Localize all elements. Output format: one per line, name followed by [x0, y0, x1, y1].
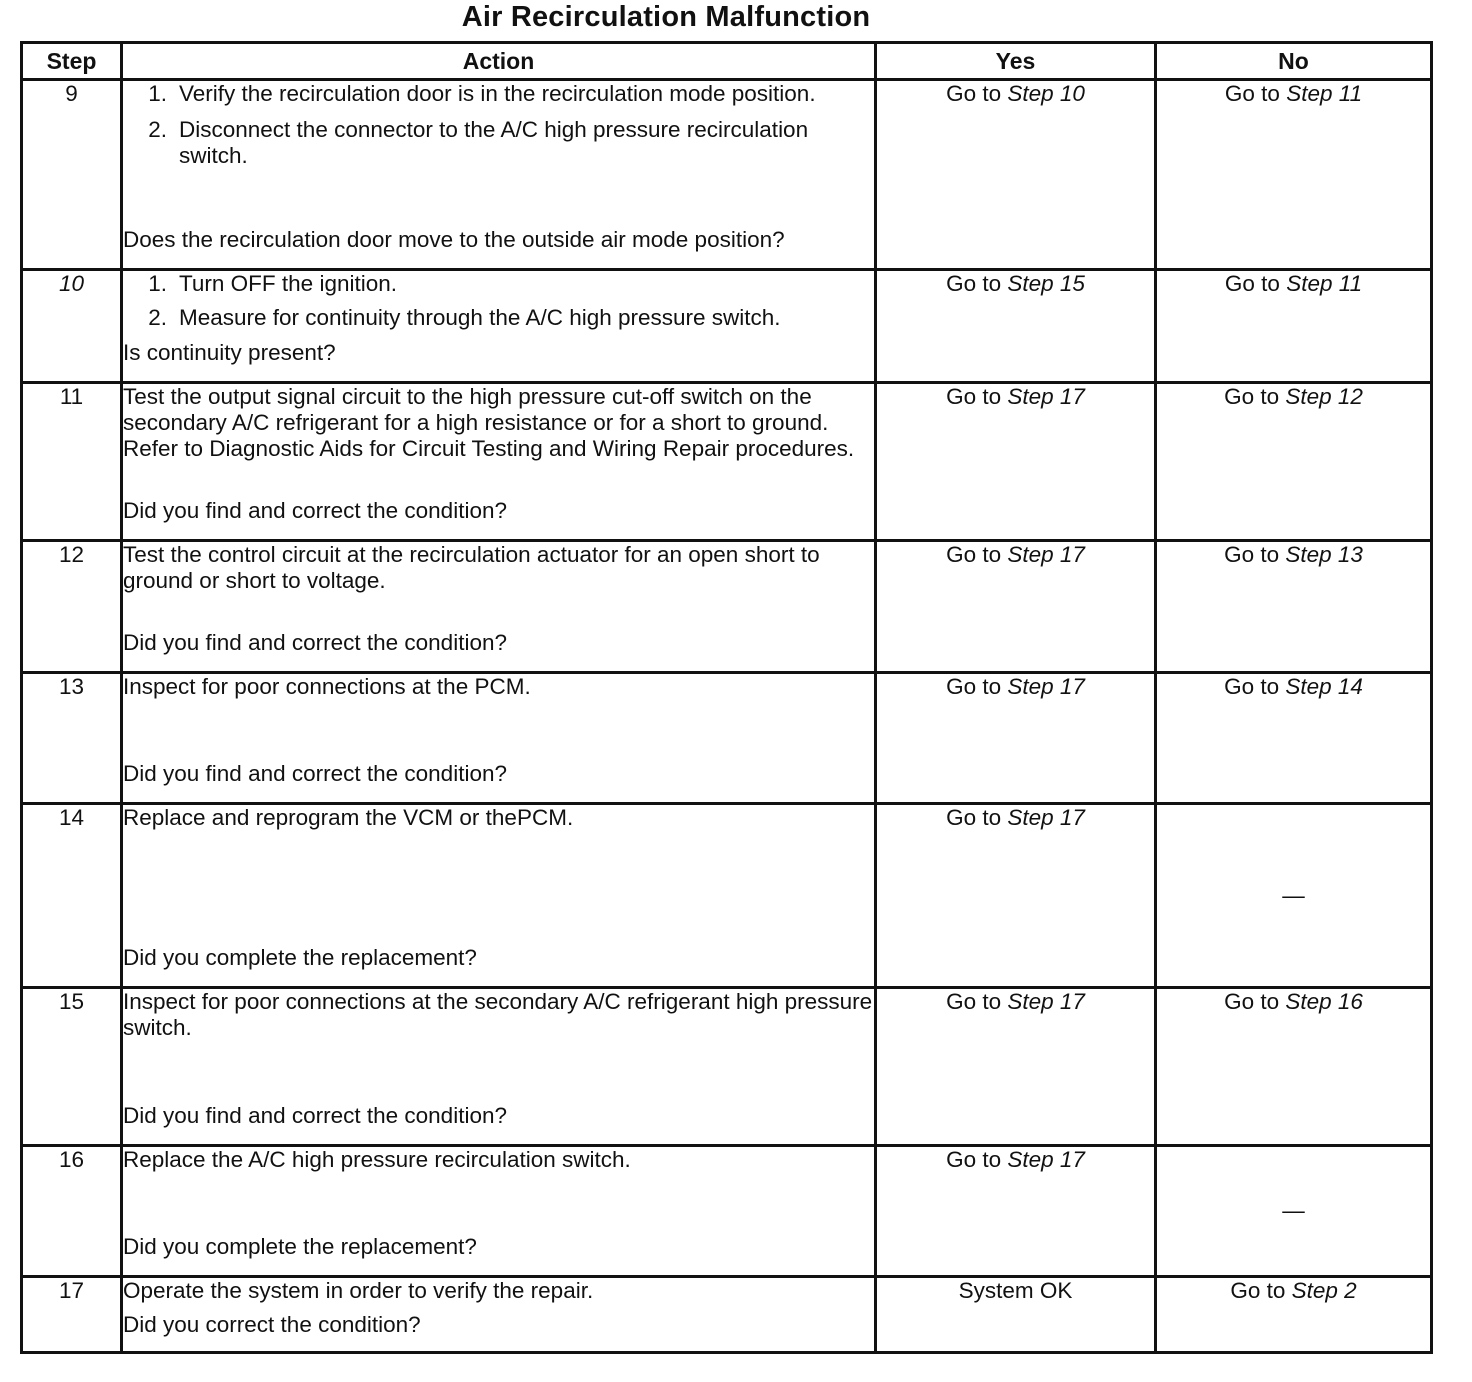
step-number: 17	[22, 1277, 122, 1353]
action-text: Operate the system in order to verify the repair.	[123, 1278, 594, 1303]
no-cell	[1156, 1146, 1432, 1277]
no-cell: Go to Step 12	[1156, 383, 1432, 541]
table-row	[22, 383, 1432, 541]
action-question: Is continuity present?	[123, 340, 336, 365]
action-cell	[122, 383, 876, 541]
action-cell	[122, 270, 876, 383]
action-question: Did you find and correct the condition?	[123, 630, 507, 655]
action-text: Test the output signal circuit to the high pressure cut-off switch on the secondary A/C refrigerant for a high resistance or for a short to ground. Refer to Diagnostic Aids for Circuit Testing and Wiring Repair procedures.	[123, 384, 855, 461]
action-cell	[122, 1277, 876, 1353]
action-cell	[122, 541, 876, 673]
action-steps-list	[123, 271, 874, 331]
action-cell	[122, 804, 876, 988]
table-row	[22, 270, 1432, 383]
action-question: Did you complete the replacement?	[123, 945, 477, 970]
action-question: Did you correct the condition?	[123, 1312, 421, 1337]
table-header-row	[22, 43, 1432, 80]
yes-cell: Go to Step 17	[876, 541, 1156, 673]
yes-cell: Go to Step 17	[876, 673, 1156, 804]
yes-cell: Go to Step 10	[876, 80, 1156, 270]
step-reference: Step 12	[1285, 384, 1363, 409]
step-reference: Step 13	[1285, 542, 1363, 567]
step-reference: Step 17	[1007, 805, 1085, 830]
no-cell: Go to Step 16	[1156, 988, 1432, 1146]
step-reference: Step 16	[1285, 989, 1363, 1014]
step-number: 10	[22, 270, 122, 383]
table-row	[22, 804, 1432, 988]
table-row	[22, 80, 1432, 270]
action-text: Replace the A/C high pressure recirculation switch.	[123, 1147, 631, 1172]
step-reference: Step 17	[1007, 674, 1085, 699]
no-cell: Go to Step 14	[1156, 673, 1432, 804]
action-cell	[122, 673, 876, 804]
action-text: Replace and reprogram the VCM or thePCM.	[123, 805, 574, 830]
action-question: Did you find and correct the condition?	[123, 1103, 507, 1128]
list-item: 2. Disconnect the connector to the A/C high pressure recirculation switch.	[148, 117, 809, 168]
action-question: Did you find and correct the condition?	[123, 761, 507, 786]
page-title: Air Recirculation Malfunction	[461, 1, 871, 33]
step-reference: Step 17	[1007, 542, 1085, 567]
action-text: Inspect for poor connections at the PCM.	[123, 674, 531, 699]
step-number: 15	[22, 988, 122, 1146]
table-row	[22, 541, 1432, 673]
not-applicable-dash: —	[1282, 882, 1305, 908]
action-cell	[122, 80, 876, 270]
step-reference: Step 17	[1007, 1147, 1085, 1172]
list-item: 2. Measure for continuity through the A/C high pressure switch.	[148, 305, 781, 330]
header-yes: Yes	[876, 43, 1156, 80]
action-steps-list	[123, 81, 874, 179]
yes-cell	[876, 1277, 1156, 1353]
list-item: 1. Verify the recirculation door is in the recirculation mode position.	[148, 81, 816, 106]
action-question: Did you find and correct the condition?	[123, 498, 507, 523]
action-cell	[122, 988, 876, 1146]
no-cell: Go to Step 13	[1156, 541, 1432, 673]
header-no: No	[1156, 43, 1432, 80]
step-number: 14	[22, 804, 122, 988]
action-question: Does the recirculation door move to the outside air mode position?	[123, 227, 785, 252]
result-text: System OK	[958, 1278, 1073, 1303]
no-cell	[1156, 804, 1432, 988]
step-number: 9	[22, 80, 122, 270]
yes-cell: Go to Step 17	[876, 804, 1156, 988]
step-reference: Step 14	[1285, 674, 1363, 699]
no-cell: Go to Step 11	[1156, 270, 1432, 383]
header-step: Step	[22, 43, 122, 80]
list-item: 1. Turn OFF the ignition.	[148, 271, 398, 296]
no-cell: Go to Step 11	[1156, 80, 1432, 270]
step-number: 16	[22, 1146, 122, 1277]
not-applicable-dash: —	[1282, 1198, 1305, 1223]
step-reference: Step 10	[1007, 81, 1085, 106]
step-reference: Step 11	[1286, 271, 1363, 296]
diagnostic-table	[20, 41, 1433, 1354]
step-number: 13	[22, 673, 122, 804]
step-reference: Step 2	[1291, 1278, 1357, 1303]
yes-cell: Go to Step 15	[876, 270, 1156, 383]
table-row	[22, 988, 1432, 1146]
yes-cell: Go to Step 17	[876, 1146, 1156, 1277]
yes-cell: Go to Step 17	[876, 988, 1156, 1146]
action-cell	[122, 1146, 876, 1277]
step-number: 11	[22, 383, 122, 541]
action-text: Test the control circuit at the recirculation actuator for an open short to ground or short to voltage.	[123, 542, 820, 593]
no-cell: Go to Step 2	[1156, 1277, 1432, 1353]
step-reference: Step 15	[1007, 271, 1085, 296]
table-row	[22, 1146, 1432, 1277]
step-number: 12	[22, 541, 122, 673]
yes-cell: Go to Step 17	[876, 383, 1156, 541]
header-action: Action	[122, 43, 876, 80]
action-question: Did you complete the replacement?	[123, 1234, 477, 1259]
step-reference: Step 17	[1007, 989, 1085, 1014]
table-row	[22, 1277, 1432, 1353]
action-text: Inspect for poor connections at the secondary A/C refrigerant high pressure switch.	[123, 989, 873, 1040]
step-reference: Step 17	[1007, 384, 1085, 409]
table-row	[22, 673, 1432, 804]
step-reference: Step 11	[1286, 81, 1363, 106]
